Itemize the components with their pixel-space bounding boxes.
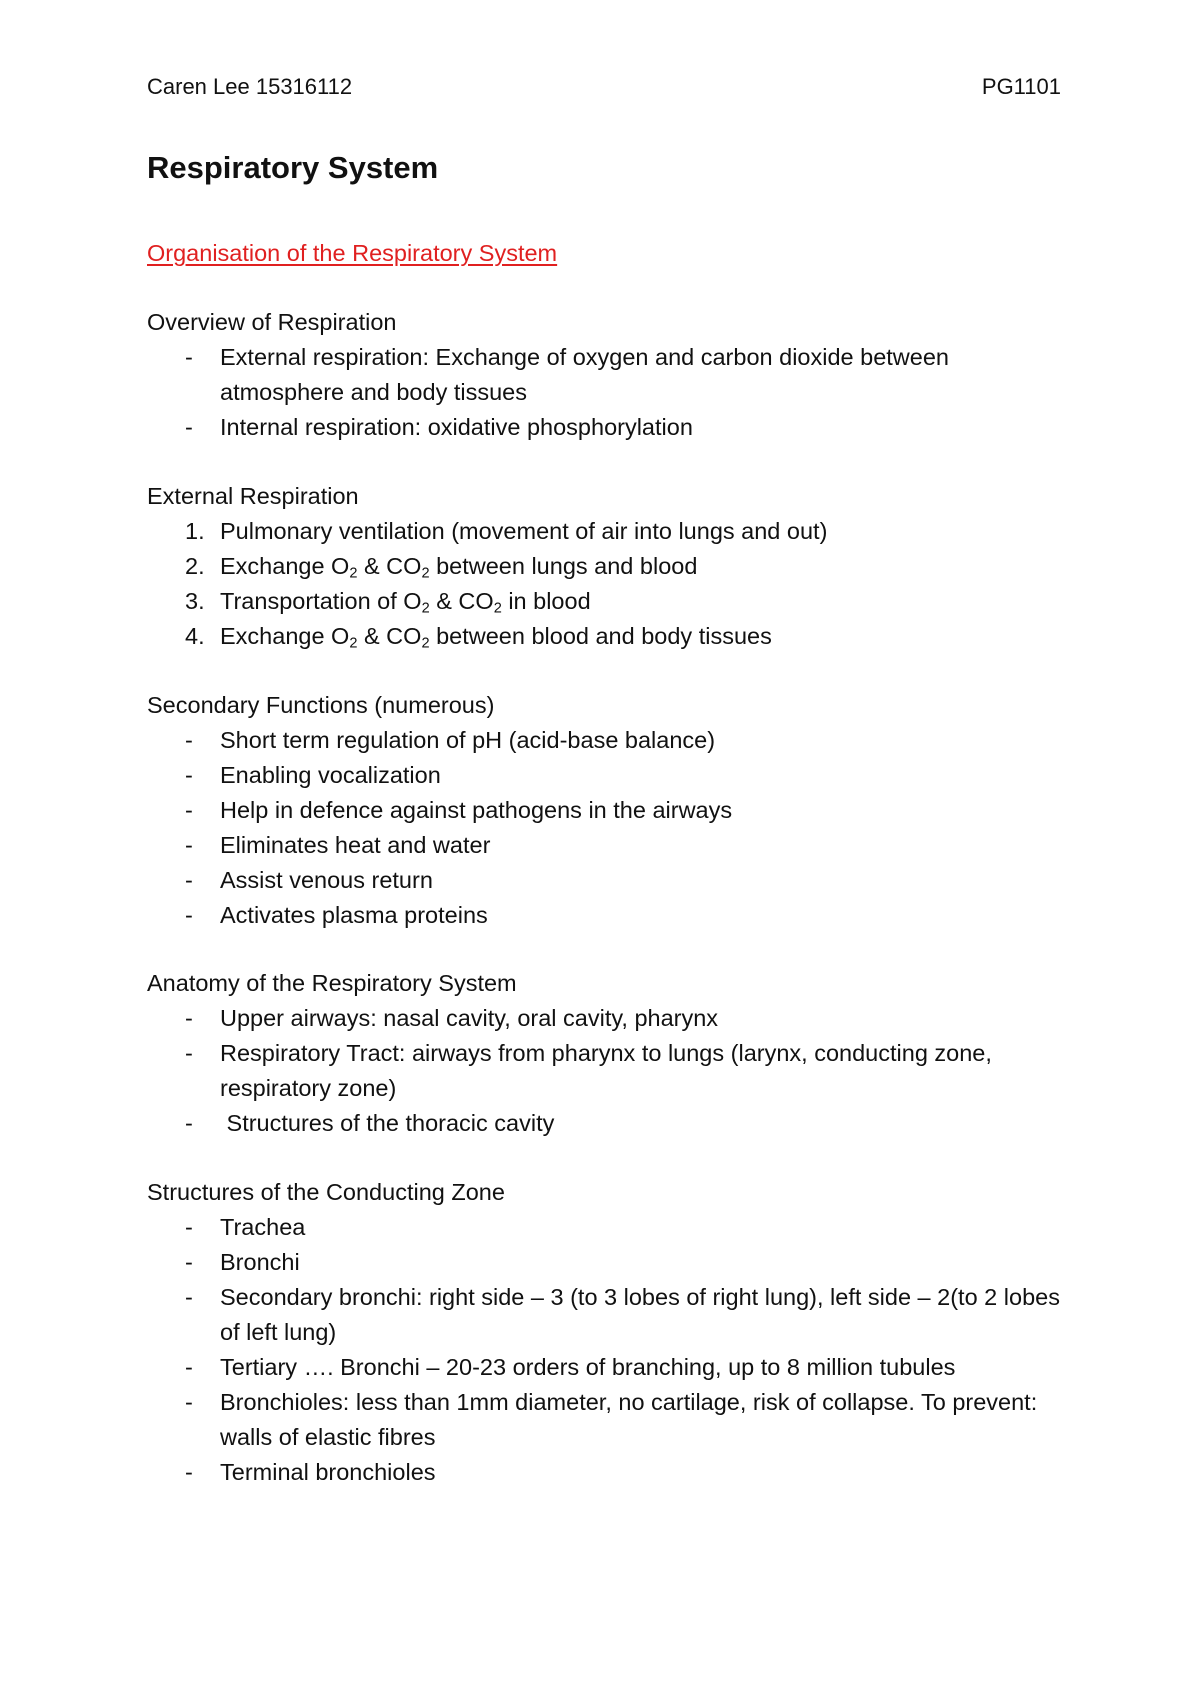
conducting-section [147, 1175, 1067, 1490]
dash-bullet [185, 863, 215, 898]
overview-list [147, 340, 1067, 445]
list-item: - Secondary bronchi: right side – 3 (to 3 lobes of right lung), left side – 2(to 2 lobes of left lung) [147, 1280, 1067, 1350]
secondary-heading: Secondary Functions (numerous) [147, 692, 495, 718]
list-item: - Bronchi [147, 1245, 1067, 1280]
list-item: - Upper airways: nasal cavity, oral cavity, pharynx [147, 1001, 1067, 1036]
list-item: 1. Pulmonary ventilation (movement of air into lungs and out) [147, 514, 1067, 549]
list-item: - External respiration: Exchange of oxygen and carbon dioxide between atmosphere and body tissues [147, 340, 1067, 410]
secondary-list [147, 723, 1067, 933]
secondary-section [147, 688, 1067, 933]
number-bullet: 3. [185, 588, 205, 614]
list-item: 4. Exchange $O_2$ & $CO_2$ between blood and body tissues [147, 619, 1067, 654]
dash-bullet [185, 793, 215, 828]
list-item: - Assist venous return [147, 863, 1067, 898]
overview-section [147, 305, 1067, 445]
list-item: - Short term regulation of pH (acid-base balance) [147, 723, 1067, 758]
page-header [147, 74, 1061, 100]
list-item: - Internal respiration: oxidative phosphorylation [147, 410, 1067, 445]
dash-bullet [185, 1106, 215, 1141]
dash-bullet [185, 1001, 215, 1036]
dash-bullet [185, 1280, 215, 1315]
list-item: - Help in defence against pathogens in the airways [147, 793, 1067, 828]
section-subtitle: Organisation of the Respiratory System [147, 240, 558, 266]
dash-bullet [185, 1385, 215, 1420]
dash-bullet [185, 340, 215, 375]
dash-bullet [185, 1036, 215, 1071]
list-item: - Activates plasma proteins [147, 898, 1067, 933]
list-item: - Respiratory Tract: airways from pharynx to lungs (larynx, conducting zone, respiratory zone) [147, 1036, 1067, 1106]
dash-bullet [185, 410, 215, 445]
external-list [147, 514, 1067, 654]
dash-bullet [185, 1350, 215, 1385]
overview-heading: Overview of Respiration [147, 309, 397, 335]
list-item: - Bronchioles: less than 1mm diameter, no cartilage, risk of collapse. To prevent: walls of elastic fibres [147, 1385, 1067, 1455]
list-item: 3. Transportation of $O_2$ & $CO_2$ in blood [147, 584, 1067, 619]
list-item: - Structures of the thoracic cavity [147, 1106, 1067, 1141]
anatomy-section [147, 966, 1067, 1141]
dash-bullet [185, 898, 215, 933]
list-item: - Enabling vocalization [147, 758, 1067, 793]
dash-bullet [185, 758, 215, 793]
dash-bullet [185, 723, 215, 758]
number-bullet: 1. [185, 518, 205, 544]
dash-bullet [185, 1245, 215, 1280]
conducting-list [147, 1210, 1067, 1490]
page-title: Respiratory System [147, 150, 439, 185]
number-bullet: 4. [185, 623, 205, 649]
list-item: - Eliminates heat and water [147, 828, 1067, 863]
external-section [147, 479, 1067, 654]
author-label: Caren Lee 15316112 [147, 74, 353, 99]
dash-bullet [185, 1455, 215, 1490]
list-item: - Tertiary …. Bronchi – 20-23 orders of branching, up to 8 million tubules [147, 1350, 1067, 1385]
dash-bullet [185, 1210, 215, 1245]
list-item: 2. Exchange $O_2$ & $CO_2$ between lungs and blood [147, 549, 1067, 584]
anatomy-list [147, 1001, 1067, 1141]
anatomy-heading: Anatomy of the Respiratory System [147, 970, 517, 996]
number-bullet: 2. [185, 553, 205, 579]
course-code: PG1101 [981, 74, 1061, 99]
list-item: - Trachea [147, 1210, 1067, 1245]
external-heading: External Respiration [147, 483, 359, 509]
conducting-heading: Structures of the Conducting Zone [147, 1179, 505, 1205]
list-item: - Terminal bronchioles [147, 1455, 1067, 1490]
dash-bullet [185, 828, 215, 863]
